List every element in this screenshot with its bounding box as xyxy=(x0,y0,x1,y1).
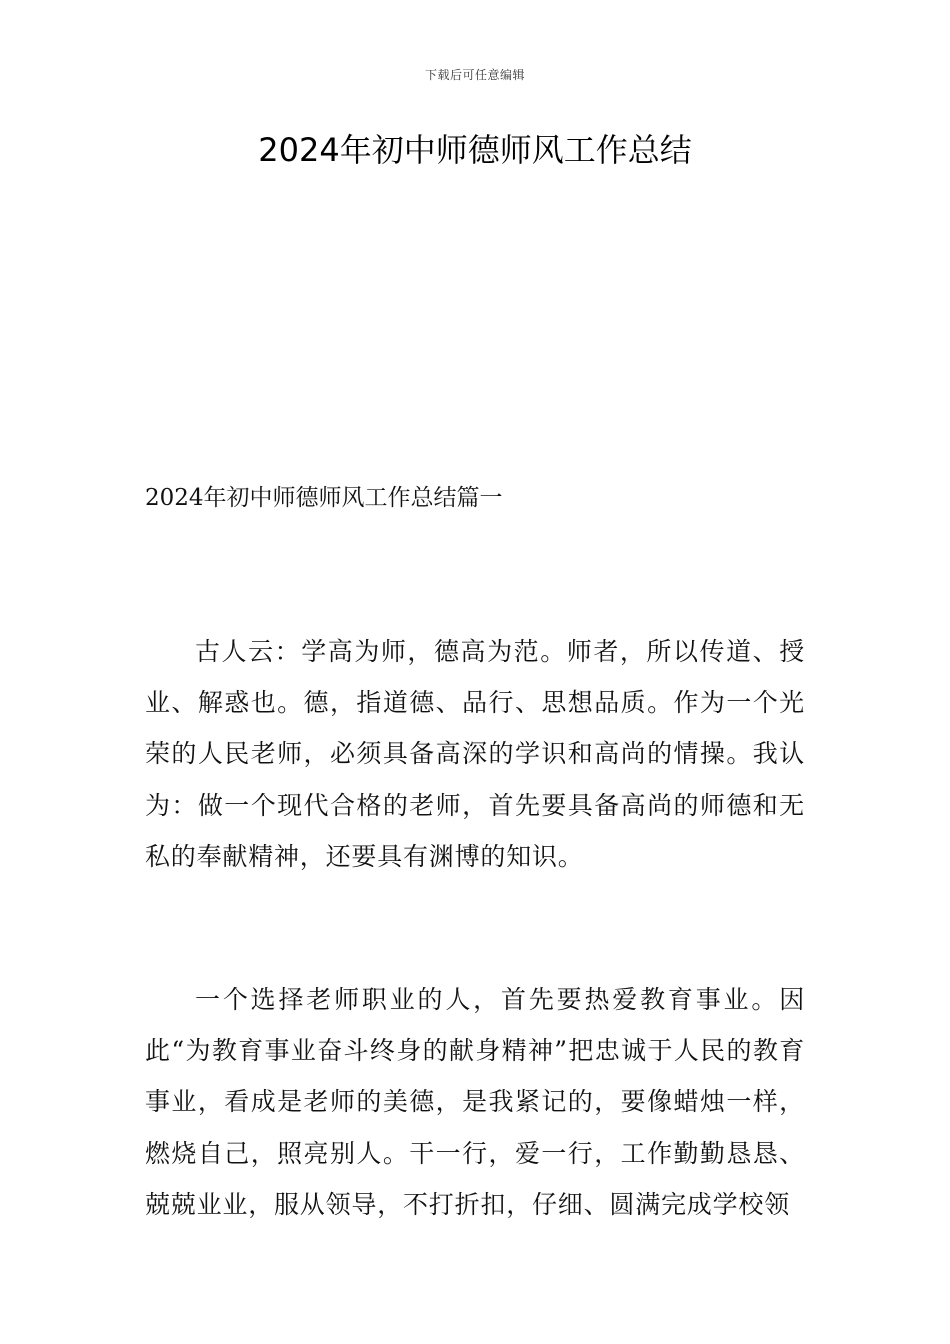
document-title: 2024年初中师德师风工作总结 xyxy=(258,131,692,169)
section-heading: 2024年初中师德师风工作总结篇一 xyxy=(145,485,503,511)
header-note: 下载后可任意编辑 xyxy=(424,68,525,82)
body-paragraph-1: 古人云：学高为师，德高为范。师者，所以传道、授业、解惑也。德，指道德、品行、思想品质。作为一个光荣的人民老师，必须具备高深的学识和高尚的情操。我认为：做一个现代合格的老师，首先要具备高尚的师德和无私的奉献精神，还要具有渊博的知识。 xyxy=(145,637,805,871)
body-paragraph-2: 一个选择老师职业的人，首先要热爱教育事业。因此“为教育事业奋斗终身的献身精神”把忠诚于人民的教育事业，看成是老师的美德，是我紧记的，要像蜡烛一样，燃烧自己，照亮别人。干一行，爱一行，工作勤勤恳恳、兢兢业业，服从领导，不打折扣，仔细、圆满完成学校领 xyxy=(145,985,805,1219)
